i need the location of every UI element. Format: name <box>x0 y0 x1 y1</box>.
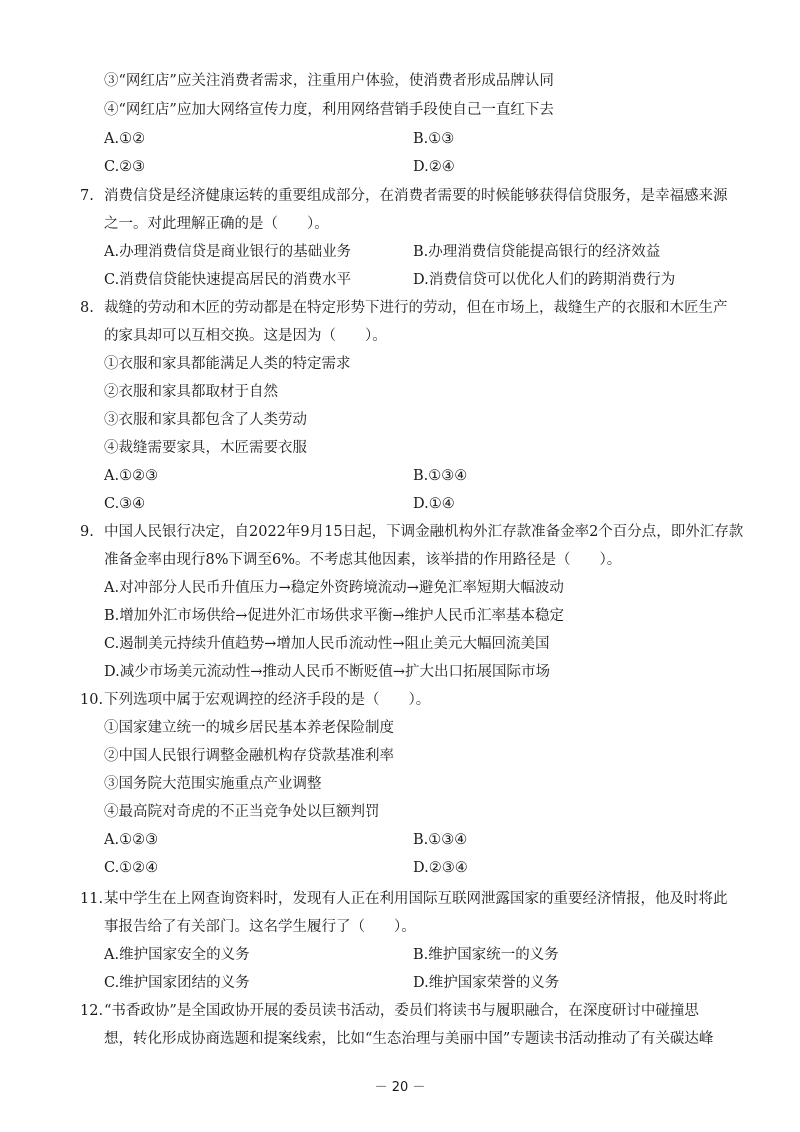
q10-option-b: B.①③④ <box>413 832 468 848</box>
q6-option-a: A.①② <box>104 131 146 147</box>
q7-option-b: B.办理消费信贷能提高银行的经济效益 <box>413 244 661 260</box>
q10-number: 10. <box>80 692 104 708</box>
q7-option-d: D.消费信贷可以优化人们的跨期消费行为 <box>413 272 676 288</box>
q7-option-c: C.消费信贷能快速提高居民的消费水平 <box>104 272 352 288</box>
q9-stem-line-1: 中国人民银行决定，自2022年9月15日起，下调金融机构外汇存款准备金率2个百分点，即外汇存款 <box>104 524 744 540</box>
q6-statement-4: ④“网红店”应加大网络宣传力度，利用网络营销手段使自己一直红下去 <box>104 102 554 118</box>
q7-stem-line-1: 消费信贷是经济健康运转的重要组成部分，在消费者需要的时候能够获得信贷服务，是幸福感来源 <box>104 188 728 204</box>
q9-option-b: B.增加外汇市场供给→促进外汇市场供求平衡→维护人民币汇率基本稳定 <box>104 608 565 624</box>
q9-option-d: D.减少市场美元流动性→推动人民币不断贬值→扩大出口拓展国际市场 <box>104 664 551 680</box>
q11-stem-line-1: 某中学生在上网查询资料时，发现有人正在利用国际互联网泄露国家的重要经济情报，他及时将此 <box>104 891 728 907</box>
q12-stem-line-2: 想，转化形成协商选题和提案线索，比如“生态治理与美丽中国”专题读书活动推动了有关碳达峰 <box>104 1031 714 1047</box>
q10-statement-4: ④最高院对奇虎的不正当竞争处以巨额判罚 <box>104 804 380 820</box>
q11-option-b: B.维护国家统一的义务 <box>413 947 559 963</box>
q8-statement-2: ②衣服和家具都取材于自然 <box>104 384 278 400</box>
q11-option-d: D.维护国家荣誉的义务 <box>413 975 560 991</box>
q6-option-c: C.②③ <box>104 159 146 175</box>
q7-stem-line-2: 之一。对此理解正确的是（ ）。 <box>104 216 329 232</box>
q10-option-d: D.②③④ <box>413 860 468 876</box>
q10-statement-2: ②中国人民银行调整金融机构存贷款基准利率 <box>104 748 394 764</box>
q8-number: 8. <box>80 300 94 316</box>
q11-number: 11. <box>80 891 104 907</box>
q10-option-c: C.①②④ <box>104 860 159 876</box>
q8-statement-3: ③衣服和家具都包含了人类劳动 <box>104 412 307 428</box>
q8-statement-4: ④裁缝需要家具，木匠需要衣服 <box>104 440 307 456</box>
q8-option-a: A.①②③ <box>104 468 159 484</box>
q8-statement-1: ①衣服和家具都能满足人类的特定需求 <box>104 356 351 372</box>
q10-stem-line-1: 下列选项中属于宏观调控的经济手段的是（ ）。 <box>104 692 431 708</box>
page-number: － 20 － <box>374 1080 426 1095</box>
q9-option-a: A.对冲部分人民币升值压力→稳定外资跨境流动→避免汇率短期大幅波动 <box>104 580 564 596</box>
q8-option-d: D.①④ <box>413 496 455 512</box>
q12-number: 12. <box>80 1003 104 1019</box>
q8-option-c: C.③④ <box>104 496 146 512</box>
q8-stem-line-2: 的家具却可以互相交换。这是因为（ ）。 <box>104 328 387 344</box>
q6-option-b: B.①③ <box>413 131 455 147</box>
q6-statement-3: ③“网红店”应关注消费者需求，注重用户体验，使消费者形成品牌认同 <box>104 73 554 89</box>
q10-statement-1: ①国家建立统一的城乡居民基本养老保险制度 <box>104 720 394 736</box>
q9-number: 9. <box>80 524 94 540</box>
q8-stem-line-1: 裁缝的劳动和木匠的劳动都是在特定形势下进行的劳动，但在市场上，裁缝生产的衣服和木匠生产 <box>104 300 728 316</box>
q12-stem-line-1: “书香政协”是全国政协开展的委员读书活动，委员们将读书与履职融合，在深度研讨中碰撞思 <box>104 1003 699 1019</box>
q8-option-b: B.①③④ <box>413 468 468 484</box>
q7-number: 7. <box>80 188 94 204</box>
q11-option-c: C.维护国家团结的义务 <box>104 975 250 991</box>
q9-option-c: C.遏制美元持续升值趋势→增加人民币流动性→阻止美元大幅回流美国 <box>104 636 550 652</box>
q10-statement-3: ③国务院大范围实施重点产业调整 <box>104 776 322 792</box>
q7-option-a: A.办理消费信贷是商业银行的基础业务 <box>104 244 352 260</box>
q6-option-d: D.②④ <box>413 159 455 175</box>
q11-stem-line-2: 事报告给了有关部门。这名学生履行了（ ）。 <box>104 919 416 935</box>
q11-option-a: A.维护国家安全的义务 <box>104 947 250 963</box>
q10-option-a: A.①②③ <box>104 832 159 848</box>
q9-stem-line-2: 准备金率由现行8%下调至6%。不考虑其他因素，该举措的作用路径是（ ）。 <box>104 552 622 568</box>
